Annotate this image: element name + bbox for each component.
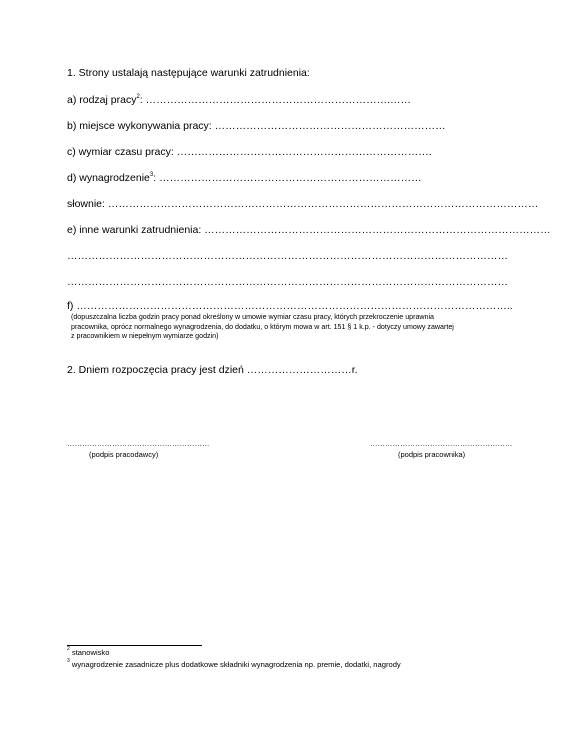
- footnote-2-text: stanowisko: [69, 648, 110, 657]
- field-workplace: [67, 120, 446, 132]
- employee-signature-label: (podpis pracownika): [398, 450, 466, 459]
- start-date-label: 2. Dniem rozpoczęcia pracy jest dzień: [67, 364, 247, 376]
- salary-in-words-blank: ……………………………………………………………………………………………………………: [107, 198, 539, 210]
- start-date-suffix: r.: [351, 364, 358, 376]
- blank-line-2: [67, 276, 508, 288]
- section-1-heading: [67, 67, 310, 79]
- field-salary: [67, 172, 422, 184]
- start-date-blank: …………………………: [246, 364, 352, 376]
- work-type-blank: …………………………………………………………….……: [145, 94, 412, 106]
- heading-text: 1. Strony ustalają następujące warunki zatrudnienia:: [67, 67, 310, 79]
- overtime-blank: ……………………………………………………………………………………………………………..: [76, 300, 513, 312]
- employer-signature-line: …………………………………………………: [67, 439, 210, 448]
- blank-line-2-dots: ………………………………………………………………………………………………………………: [67, 276, 508, 288]
- field-salary-in-words: [67, 198, 538, 210]
- employer-signature-label: (podpis pracodawcy): [89, 450, 159, 459]
- work-type-separator: :: [139, 94, 146, 106]
- workplace-label: b) miejsce wykonywania pracy:: [67, 120, 215, 132]
- salary-label: d) wynagrodzenie: [67, 172, 150, 184]
- start-date-line: [67, 364, 358, 376]
- salary-separator: :: [153, 172, 160, 184]
- field-other-conditions: [67, 224, 551, 236]
- workplace-blank: …………………………………………………………: [214, 120, 446, 132]
- blank-line-1-dots: ………………………………………………………………………………………………………………: [67, 250, 508, 262]
- footnote-2: [67, 648, 109, 658]
- overtime-note: [71, 313, 454, 342]
- footnote-3-number: 3: [67, 658, 70, 665]
- salary-in-words-label: słownie:: [67, 198, 108, 210]
- field-work-type: [67, 94, 411, 106]
- salary-blank: …………………………………………………………………: [159, 172, 422, 184]
- footnote-3-text: wynagrodzenie zasadnicze plus dodatkowe składniki wynagrodzenia np. premie, dodatki, nagrody: [69, 660, 401, 669]
- footnote-ref-3: 3: [149, 171, 154, 178]
- overtime-label: f): [67, 300, 77, 312]
- footnote-2-number: 2: [67, 646, 70, 653]
- work-type-label: a) rodzaj pracy: [67, 94, 137, 106]
- overtime-note-line-1: (dopuszczalna liczba godzin pracy ponad określony w umowie wymiar czasu pracy, których przekroczenie uprawnia: [71, 313, 434, 321]
- working-time-blank: ……………………………………………………………….: [176, 146, 432, 158]
- employee-signature-line: …………………………………………………: [370, 439, 513, 448]
- working-time-label: c) wymiar czasu pracy:: [67, 146, 177, 158]
- overtime-note-line-2: pracownika, oprócz normalnego wynagrodzenia, do dodatku, o którym mowa w art. 151 § 1 k.p. - dotyczy umowy zawartej: [71, 322, 454, 331]
- blank-line-1: [67, 250, 508, 262]
- footnote-3: [67, 660, 401, 670]
- footnote-ref-2: 2: [136, 93, 140, 100]
- other-conditions-label: e) inne warunki zatrudnienia:: [67, 224, 205, 236]
- field-working-time: [67, 146, 432, 158]
- other-conditions-blank: ………………………………………………………………………………………: [204, 224, 551, 236]
- overtime-note-line-3: z pracownikiem w niepełnym wymiarze godzin): [71, 332, 219, 341]
- field-overtime: [67, 300, 513, 312]
- footnote-separator: [67, 645, 202, 646]
